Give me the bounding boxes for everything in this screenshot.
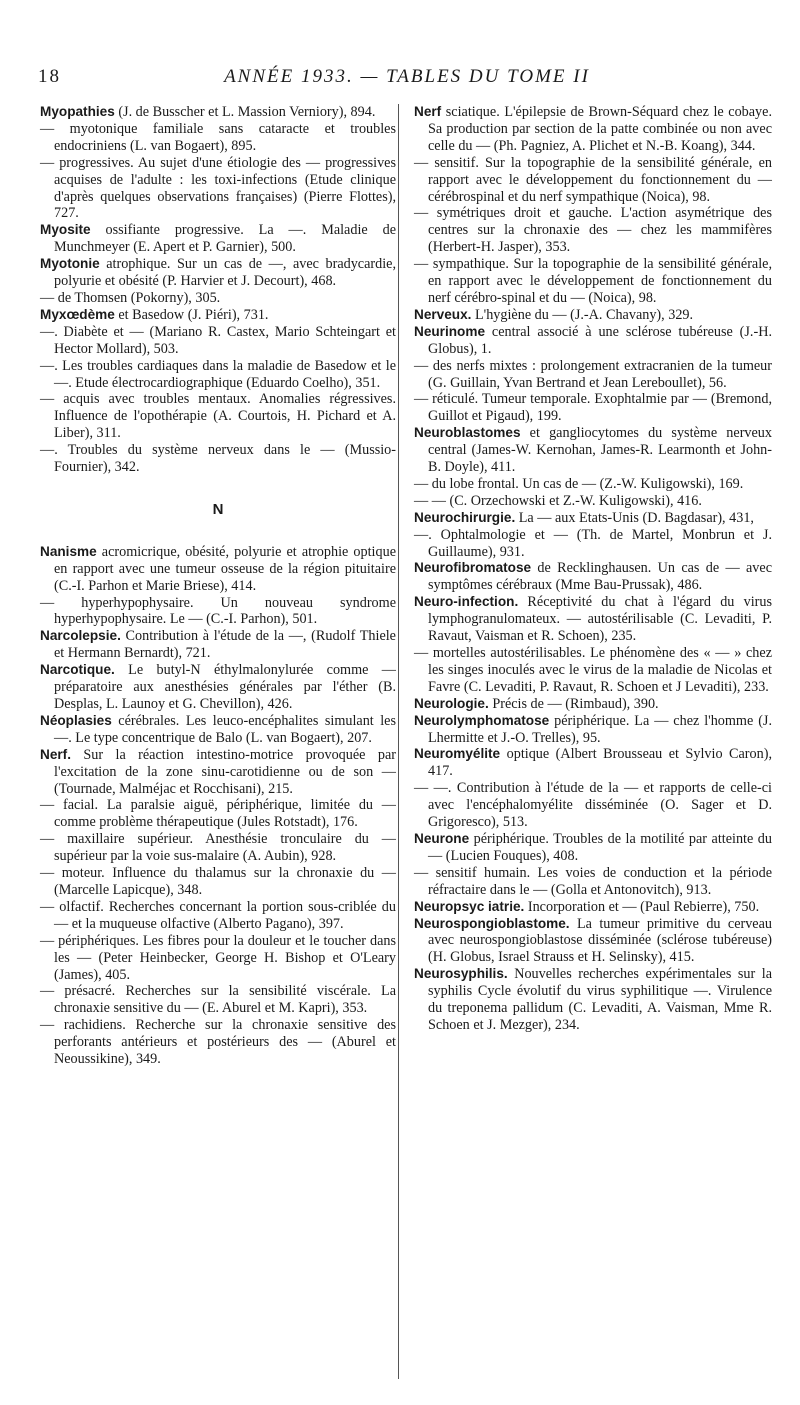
index-entry: [414, 324, 772, 358]
entry-text: ossifiante progressive. La —. Maladie de Munchmeyer (E. Apert et P. Garnier), 500.: [54, 222, 396, 256]
page-header: [38, 66, 776, 90]
entry-text: — olfactif. Recherches concernant la portion sous-criblée du — et la muqueuse olfactive (Alberto Pagano), 397.: [40, 898, 396, 932]
index-entry: [414, 916, 772, 967]
index-entry: [414, 510, 772, 527]
index-entry: [40, 104, 396, 121]
entry-text: sciatique. L'épilepsie de Brown-Séquard chez le cobaye. Sa production par section de la patte combinée ou non avec celle du — (Ph. Pagniez, A. Plichet et N.-B. Koang), 344.: [428, 104, 772, 154]
entry-text: cérébrales. Les leuco-encéphalites simulant les —. Le type concentrique de Balo (L. van Bogaert), 207.: [54, 712, 396, 746]
index-entry: [414, 104, 772, 155]
entry-headword: Myopathies: [40, 104, 115, 119]
entry-text: —. Diabète et — (Mariano R. Castex, Mario Schteingart et Hector Mollard), 503.: [40, 323, 396, 357]
index-entry: [40, 797, 396, 831]
entry-headword: Néoplasies: [40, 712, 112, 728]
entry-text: — —. Contribution à l'étude de la — et rapports de celle-ci avec l'encéphalomyélite disséminée (O. Sager et D. Grigoresco), 513.: [414, 780, 772, 831]
index-entry: [40, 983, 396, 1017]
index-entry: [414, 780, 772, 831]
entry-headword: Narcolepsie.: [40, 628, 121, 644]
entry-text: — maxillaire supérieur. Anesthésie tronculaire du — supérieur par la voie sus-malaire (A. Aubin), 928.: [40, 831, 396, 865]
entry-text: Incorporation et — (Paul Rebierre), 750.: [524, 898, 760, 915]
entry-headword: Neuropsyc iatrie.: [414, 898, 525, 914]
entry-text: et Basedow (J. Piéri), 731.: [114, 306, 269, 323]
index-entry: [414, 966, 772, 1034]
index-entry: [40, 222, 396, 256]
entry-text: de Recklinghausen. Un cas de — avec symptômes cérébraux (Mme Bau-Prussak), 486.: [428, 560, 772, 594]
index-entry: [414, 493, 772, 510]
entry-text: Précis de — (Rimbaud), 390.: [488, 695, 659, 712]
entry-text: acromicrique, obésité, polyurie et atrophie optique en rapport avec une tumeur osseuse de la région pituitaire (C.-I. Parhon et Marie Briese), 414.: [54, 543, 396, 594]
entry-text: Le butyl-N éthylmalonylurée comme — préparatoire aux anesthésies générales par l'éther (B. Desplas, L. Launoy et G. Chevillon), 426.: [54, 662, 396, 712]
entry-text: —. Troubles du système nerveux dans le — (Mussio-Fournier), 342.: [40, 442, 396, 476]
entry-headword: Nanisme: [40, 543, 97, 559]
index-entry: [414, 865, 772, 899]
entry-text: central associé à une sclérose tubéreuse (J.-H. Globus), 1.: [428, 323, 772, 357]
index-entry: [40, 307, 396, 324]
index-entry: [40, 155, 396, 223]
entry-text: —. Les troubles cardiaques dans la maladie de Basedow et le —. Etude électrocardiographique (Eduardo Coelho), 351.: [40, 357, 396, 391]
entry-text: optique (Albert Brousseau et Sylvio Caron), 417.: [428, 746, 772, 780]
index-entry: [40, 442, 396, 476]
entry-text: — sensitif humain. Les voies de conduction et la période réfractaire dans le — (Golla et Antonovitch), 913.: [414, 864, 772, 898]
index-entry: [40, 256, 396, 290]
index-entry: [414, 594, 772, 645]
entry-text: — du lobe frontal. Un cas de — (Z.-W. Kuligowski), 169.: [414, 475, 744, 492]
index-entry: [40, 324, 396, 358]
entry-text: La tumeur primitive du cerveau avec neurospongioblastose disséminée (sclérose tubéreuse) (H. Globus, Israel Strauss et H. Selinsky), 415.: [428, 915, 772, 966]
entry-headword: Neurochirurgie.: [414, 509, 516, 525]
entry-headword: Myxœdème: [40, 306, 115, 322]
index-entry: [40, 747, 396, 798]
entry-text: — — (C. Orzechowski et Z.-W. Kuligowski), 416.: [414, 492, 702, 509]
index-entry: [414, 696, 772, 713]
entry-headword: Neurospongioblastome.: [414, 915, 570, 931]
entry-headword: Neurolymphomatose: [414, 712, 550, 728]
entry-headword: Neuromyélite: [414, 746, 501, 762]
index-entry: [40, 628, 396, 662]
entry-headword: Neurosyphilis.: [414, 966, 508, 982]
index-entry: [414, 645, 772, 696]
index-entry: [414, 425, 772, 476]
entry-headword: Neurologie.: [414, 695, 489, 711]
entry-text: — sensitif. Sur la topographie de la sensibilité générale, en rapport avec le développement du fonctionnement du — cérébrospinal et du nerf sympathique (Noica), 98.: [414, 154, 772, 205]
index-entry: [40, 121, 396, 155]
entry-text: L'hygiène du — (J.-A. Chavany), 329.: [471, 306, 694, 323]
entry-text: La — aux Etats-Unis (D. Bagdasar), 431,: [515, 509, 754, 526]
entry-headword: Neuroblastomes: [414, 425, 521, 441]
index-entry: [414, 831, 772, 865]
entry-text: — réticulé. Tumeur temporale. Exophtalmie par — (Bremond, Guillot et Pigaud), 199.: [414, 391, 772, 425]
running-title: ANNÉE 1933. — TABLES DU TOME II: [224, 66, 590, 87]
entry-text: périphérique. La — chez l'homme (J. Lhermitte et J.-O. Trelles), 95.: [428, 712, 772, 746]
index-entry: [414, 476, 772, 493]
index-entry: [40, 933, 396, 984]
index-entry: [40, 358, 396, 392]
entry-text: Réceptivité du chat à l'égard du virus lymphogranulomateux. — autostérilisable (C. Levaditi, P. Ravaut, Vaisman et R. Schoen), 235.: [428, 594, 772, 645]
entry-text: périphérique. Troubles de la motilité par atteinte du — (Lucien Fouques), 408.: [428, 830, 772, 864]
entry-text: — symétriques droit et gauche. L'action asymétrique des centres sur la chronaxie des — chez les mammifères (Herbert-H. Jasper), 353.: [414, 205, 772, 256]
index-entry: [40, 713, 396, 747]
index-entry: [414, 256, 772, 307]
index-entry: [414, 899, 772, 916]
index-entry: [40, 544, 396, 595]
index-entry: [40, 290, 396, 307]
entry-text: — des nerfs mixtes : prolongement extracranien de la tumeur (G. Guillain, Yvan Bertrand et Jean Lereboullet), 56.: [414, 357, 772, 391]
index-entry: [414, 358, 772, 392]
index-entry: [414, 560, 772, 594]
column-divider: [398, 104, 399, 1379]
index-entry: [40, 865, 396, 899]
index-entry: [40, 1017, 396, 1068]
entries-n-continued: [414, 104, 772, 1034]
entry-text: — périphériques. Les fibres pour la douleur et le toucher dans les — (Peter Heinbecker, George H. Bishop et O'Leary (James), 405.: [40, 932, 396, 983]
entry-headword: Neuro-infection.: [414, 594, 519, 610]
entry-headword: Neurone: [414, 830, 470, 846]
entry-headword: Nerf: [414, 104, 442, 119]
entry-headword: Myosite: [40, 222, 91, 238]
entry-text: — progressives. Au sujet d'une étiologie des — progressives acquises de l'adulte : les toxi-infections (Etude clinique d'après quelques observations françaises) (Pierre Flottes), 727.: [40, 154, 396, 222]
index-entry: [414, 155, 772, 206]
entries-m: [40, 104, 396, 476]
entry-headword: Nerf.: [40, 746, 71, 762]
entry-text: (J. de Busscher et L. Massion Verniory), 894.: [114, 104, 376, 120]
entry-text: — facial. La paralsie aiguë, périphérique, limitée du — comme problème thérapeutique (Jules Rotstadt), 176.: [40, 797, 396, 831]
index-entry: [414, 391, 772, 425]
entry-headword: Nerveux.: [414, 306, 472, 322]
index-entry: [40, 391, 396, 442]
entry-text: Contribution à l'étude de la —, (Rudolf Thiele et Hermann Bernardt), 721.: [54, 628, 396, 662]
index-entry: [414, 746, 772, 780]
entry-text: — mortelles autostérilisables. Le phénomène des « — » chez les singes inoculés avec le virus de la maladie de Nicolas et Favre (C. Levaditi, P. Ravaut, R. Schoen et J Levaditi), 233.: [414, 645, 772, 695]
entry-text: —. Ophtalmologie et — (Th. de Martel, Monbrun et J. Guillaume), 931.: [414, 526, 772, 560]
entry-text: — myotonique familiale sans cataracte et troubles endocriniens (L. van Bogaert), 895.: [40, 120, 396, 154]
entry-text: — acquis avec troubles mentaux. Anomalies régressives. Influence de l'opothérapie (A. Courtois, H. Pichard et A. Liber), 311.: [40, 391, 396, 442]
index-entry: [414, 527, 772, 561]
entries-n: [40, 544, 396, 1068]
entry-text: et gangliocytomes du système nerveux central (James-W. Kernohan, James-R. Learmonth et John-B. Doyle), 411.: [428, 425, 772, 476]
index-entry: [414, 307, 772, 324]
right-column: [414, 104, 772, 1034]
index-entry: [40, 595, 396, 629]
entry-text: — hyperhypophysaire. Un nouveau syndrome hyperhypophysaire. Le — (C.-I. Parhon), 501.: [40, 594, 396, 628]
entry-text: atrophique. Sur un cas de —, avec bradycardie, polyurie et obésité (P. Harvier et J. Decourt), 468.: [54, 256, 396, 290]
entry-headword: Myotonie: [40, 256, 100, 272]
entry-text: — moteur. Influence du thalamus sur la chronaxie du — (Marcelle Lapicque), 348.: [40, 865, 396, 898]
index-entry: [414, 713, 772, 747]
entry-text: — rachidiens. Recherche sur la chronaxie sensitive des perforants antérieurs et postérieurs des — (Aburel et Neoussikine), 349.: [40, 1017, 396, 1068]
left-column: [40, 104, 396, 1068]
entry-headword: Neurinome: [414, 323, 486, 339]
entry-text: Sur la réaction intestino-motrice provoquée par l'excitation de la zone sinu-carotidienne ou de son — (Tournade, Malméjac et Rocchisani), 215.: [54, 746, 396, 797]
entry-text: — de Thomsen (Pokorny), 305.: [40, 289, 221, 306]
index-entry: [40, 662, 396, 713]
index-entry: [414, 205, 772, 256]
section-letter: N: [212, 500, 224, 518]
index-entry: [40, 899, 396, 933]
entry-text: Nouvelles recherches expérimentales sur la syphilis Cycle évolutif du virus syphilitique —. Virulence du treponema pallidum (C. Levaditi, A. Vaisman, Mme R. Schoen et J. Mezger), 234.: [428, 966, 772, 1033]
entry-text: — présacré. Recherches sur la sensibilité viscérale. La chronaxie sensitive du — (E. Aburel et M. Kapri), 353.: [40, 983, 396, 1017]
index-entry: [40, 831, 396, 865]
entry-text: — sympathique. Sur la topographie de la sensibilité générale, en rapport avec le développement de fonctionnement du nerf cérébro-spinal et du — (Noica), 98.: [414, 256, 772, 306]
entry-headword: Neurofibromatose: [414, 560, 532, 576]
page-number: 18: [38, 66, 61, 87]
entry-headword: Narcotique.: [40, 662, 115, 678]
